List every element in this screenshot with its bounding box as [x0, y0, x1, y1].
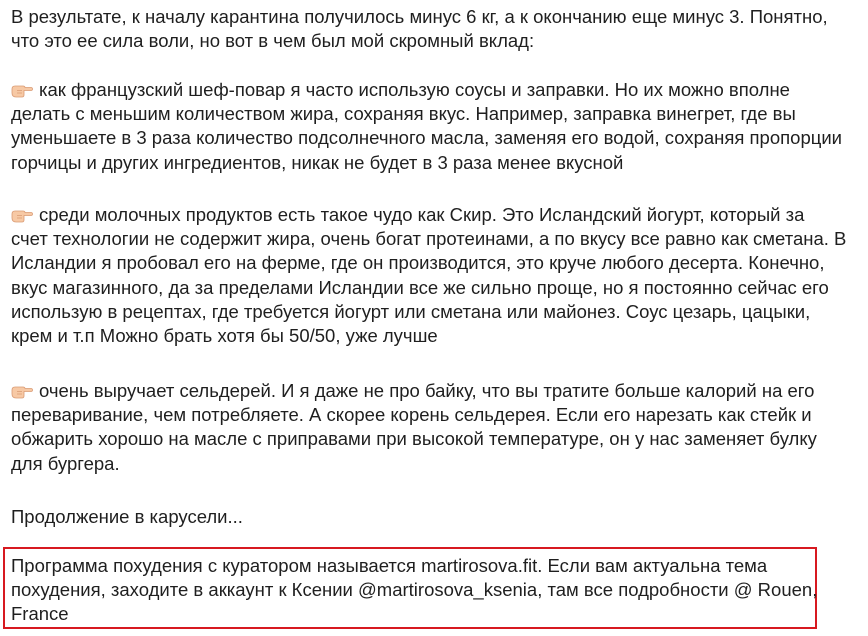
text-line: что это ее сила воли, но вот в чем был мой скромный вклад: [11, 30, 535, 52]
text-line: Программа похудения с куратором называется martirosova.fit. Если вам актуальна тема [11, 555, 768, 576]
text-line: крем и т.п Можно брать хотя бы 50/50, уже лучше [11, 325, 438, 347]
tip-line: среди молочных продуктов есть такое чудо как Скир. Это Исландский йогурт, который за [39, 204, 805, 225]
text-line: переваривание, чем потребляете. А скорее корень сельдерея. Если его нарезать как стейк и [11, 404, 812, 426]
tip-paragraph-skyr [11, 203, 859, 348]
promo-highlight-box [3, 547, 817, 629]
text-line: счет технологии не содержит жира, очень богат протеинами, а по вкусу все равно как сметана. В [11, 228, 847, 250]
pointing-hand-icon [11, 383, 33, 399]
text-line: France [11, 603, 69, 625]
tip-paragraph-celery [11, 379, 859, 476]
tip-paragraph-sauces [11, 78, 859, 175]
text-line [11, 379, 859, 403]
text-line: обжарить хорошо на масле с приправами при высокой температуре, он у нас заменяет булку [11, 428, 817, 450]
promo-paragraph [11, 554, 818, 627]
text-line: похудения, заходите в аккаунт к Ксении @martirosova_ksenia, там все подробности @ Rouen, [11, 579, 818, 601]
text-line: для бургера. [11, 452, 120, 474]
text-line: Исландии я пробовал его на ферме, где он производится, это круче любого десерта. Конечно, [11, 252, 825, 274]
pointing-hand-icon [11, 82, 33, 98]
tip-line: как французский шеф-повар я часто использую соусы и заправки. Но их можно вполне [39, 79, 790, 100]
text-line: использую в рецептах, где требуется йогурт или сметана или майонез. Соус цезарь, цацыки, [11, 300, 811, 322]
text-line [11, 78, 859, 102]
pointing-hand-icon [11, 207, 33, 223]
text-line: горчицы и других ингредиентов, никак не будет в 3 раза менее вкусной [11, 151, 624, 173]
text-line: Продолжение в карусели... [11, 506, 243, 527]
text-line: уменьшаете в 3 раза количество подсолнечного масла, заменяя его водой, сохраняя пропорции [11, 127, 842, 149]
intro-paragraph [11, 5, 859, 53]
text-line [11, 203, 859, 227]
continuation-text [11, 505, 859, 529]
tip-line: очень выручает сельдерей. И я даже не про байку, что вы тратите больше калорий на его [39, 380, 815, 401]
text-line: делать с меньшим количеством жира, сохраняя вкус. Например, заправка винегрет, где вы [11, 103, 796, 125]
text-line: В результате, к началу карантина получилось минус 6 кг, а к окончанию еще минус 3. Понятно, [11, 6, 828, 27]
text-line: вкус магазинного, да за пределами Исландии все же сильно проще, но я постоянно сейчас его [11, 276, 829, 298]
